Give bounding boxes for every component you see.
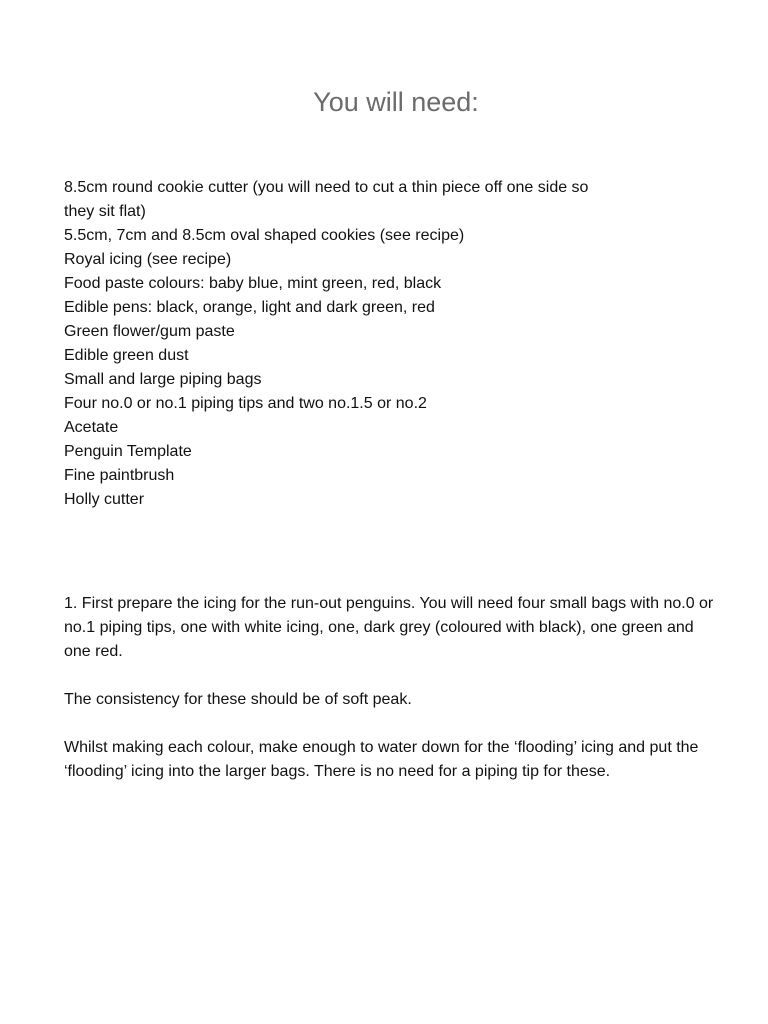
list-item: 8.5cm round cookie cutter (you will need to cut a thin piece off one side so they sit flat) [64,179,589,220]
list-item: Edible pens: black, orange, light and dark green, red [64,299,435,316]
list-item: Green flower/gum paste [64,323,235,340]
list-item: Acetate [64,419,119,436]
list-item: Royal icing (see recipe) [64,251,232,268]
instruction-paragraph: Whilst making each colour, make enough to water down for the ‘flooding’ icing and put the ‘flooding’ icing into the larger bags. There is no need for a piping tip for these. [64,739,699,780]
list-item: Food paste colours: baby blue, mint green, red, black [64,275,442,292]
list-item: Four no.0 or no.1 piping tips and two no.1.5 or no.2 [64,395,427,412]
list-item: Holly cutter [64,491,145,508]
instructions-section [64,592,724,808]
requirements-list [64,176,724,512]
list-item: Fine paintbrush [64,467,175,484]
list-item: Edible green dust [64,347,189,364]
instruction-paragraph: The consistency for these should be of soft peak. [64,691,412,708]
list-item: 5.5cm, 7cm and 8.5cm oval shaped cookies (see recipe) [64,227,465,244]
list-item: Small and large piping bags [64,371,262,388]
page-title: You will need: [313,87,479,117]
list-item: Penguin Template [64,443,192,460]
instruction-step-1: 1. First prepare the icing for the run-out penguins. You will need four small bags with no.0 or no.1 piping tips, one with white icing, one, dark grey (coloured with black), one green and one red. [64,595,714,660]
